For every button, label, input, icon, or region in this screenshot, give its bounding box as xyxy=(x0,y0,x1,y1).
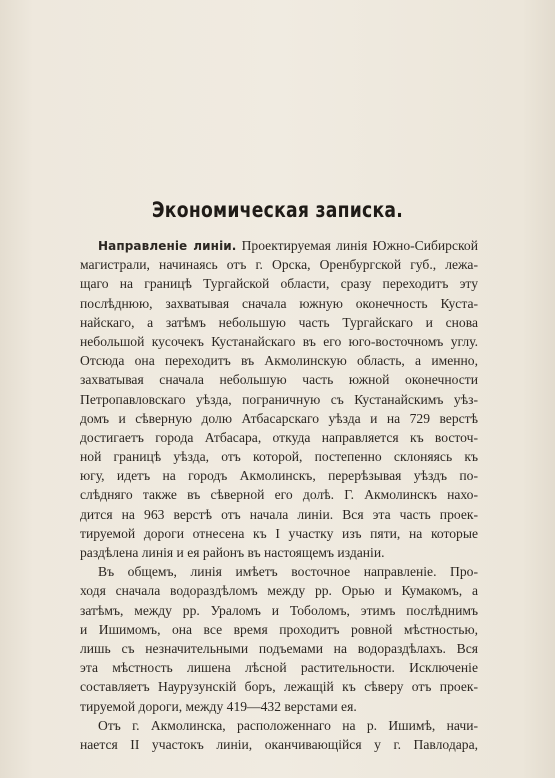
text-line: тируемой дороги отнесена къ I участку изъ пяти, на которые xyxy=(80,525,478,541)
text-line: раздѣлена линія и ея районъ въ настоящемъ изданіи. xyxy=(80,545,385,560)
text-line: составляетъ Наурузунскій боръ, лежащій къ сѣверу отъ проек- xyxy=(80,679,478,695)
text-line: магистрали, начинаясь отъ г. Орска, Оренбургской губ., лежа- xyxy=(80,257,478,273)
text-line: небольшой кусочекъ Кустанайскаго въ его юго-восточномъ углу. xyxy=(80,333,478,349)
text-line xyxy=(80,236,478,255)
text-line: затѣмъ, между рр. Ураломъ и Toболомъ, этимъ послѣднимъ xyxy=(80,602,478,618)
text-line: слѣдняго также въ сѣверной его долѣ. Г. Акмолинскъ нахо- xyxy=(80,487,478,503)
text-line: нается II участокъ линіи, оканчивающійся у г. Павлодара, xyxy=(80,736,478,752)
text-line: эта мѣстность лишена лѣсной растительности. Исключеніе xyxy=(80,660,478,676)
text-line: дится на 963 верстѣ отъ начала линіи. Вся эта часть проек- xyxy=(80,506,478,522)
text-line: лишь съ незначительными подъемами на водораздѣлахъ. Вся xyxy=(80,640,478,656)
text-line: захватывая сначала небольшую часть южной оконечности xyxy=(80,372,478,388)
page-title: Экономическая записка. xyxy=(151,198,404,222)
text-line: найскаго, а затѣмъ небольшую часть Тургайскаго и снова xyxy=(80,314,478,330)
text-line: домъ и сѣверную долю Атбасарскаго уѣзда и на 729 верстѣ xyxy=(80,410,478,426)
text-line: послѣднюю, захватывая сначала южную оконечность Куста- xyxy=(80,295,478,311)
text-line: ной границѣ уѣзда, отъ которой, постепенно склоняясь къ xyxy=(80,449,478,465)
text-line: щаго на границѣ Тургайской области, сразу переходитъ эту xyxy=(80,276,478,292)
text-line: Петропавловскаго уѣзда, пограничную съ Кустанайскимъ уѣз- xyxy=(80,391,478,407)
text-line: югу, идетъ на городъ Акмолинскъ, перерѣзывая уѣздъ по- xyxy=(80,468,478,484)
text-line: Отсюда она переходитъ въ Акмолинскую область, а именно, xyxy=(80,353,478,369)
text-line: достигаетъ города Атбасара, откуда направляется къ восточ- xyxy=(80,429,478,445)
text-line: Отъ г. Акмолинска, расположеннаго на р. Ишимѣ, начи- xyxy=(98,717,478,733)
text-line: и Ишимомъ, она все время проходитъ ровной мѣстностью, xyxy=(80,621,478,637)
body-text xyxy=(80,236,478,754)
paragraph-lead: Направленіе линіи. xyxy=(98,239,237,253)
text-line-content: Проектируемая линія Южно-Сибирской xyxy=(241,238,478,253)
text-line: тируемой дороги, между 419—432 верстами ея. xyxy=(80,698,357,714)
text-line: Въ общемъ, линія имѣетъ восточное направленіе. Про- xyxy=(98,564,478,580)
text-line: ходя сначала водораздѣломъ между рр. Орью и Кумакомъ, а xyxy=(80,583,478,599)
